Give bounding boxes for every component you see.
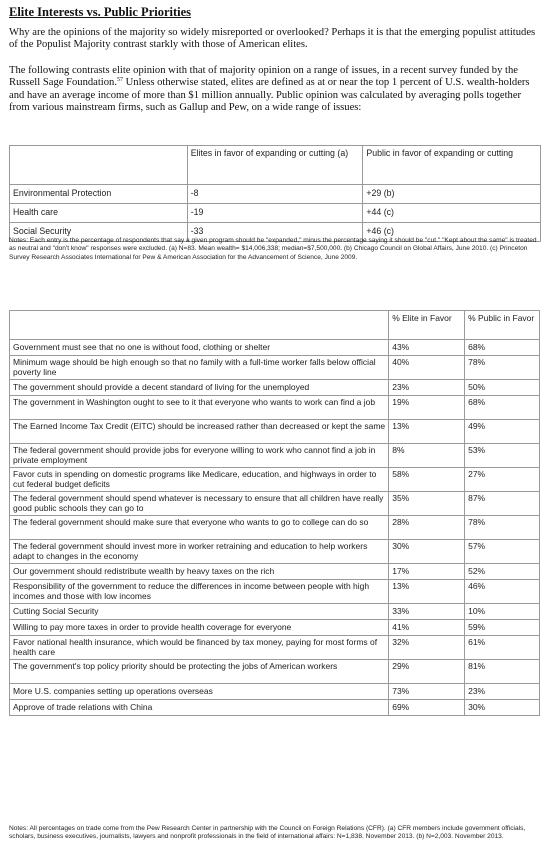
table-header-row — [10, 146, 541, 185]
statement-cell: The Earned Income Tax Credit (EITC) should be increased rather than decreased or kept the same — [10, 420, 389, 444]
issue-cell: Environmental Protection — [10, 185, 188, 204]
issue-cell: Social Security — [10, 223, 188, 242]
table-row — [10, 492, 540, 516]
public-percent-cell: 23% — [465, 684, 540, 700]
statement-cell: Favor cuts in spending on domestic programs like Medicare, education, and highways in order to cut federal budget deficits — [10, 468, 389, 492]
public-percent-cell: 78% — [465, 516, 540, 540]
elite-percent-cell: 69% — [389, 700, 465, 716]
elite-percent-cell: 30% — [389, 540, 465, 564]
statement-cell: Minimum wage should be high enough so that no family with a full-time worker falls below official poverty line — [10, 356, 389, 380]
elite-percent-cell: 28% — [389, 516, 465, 540]
statement-cell: The government's top policy priority should be protecting the jobs of American workers — [10, 660, 389, 684]
header-cell: % Elite in Favor — [389, 311, 465, 340]
table-row — [10, 540, 540, 564]
statement-cell: The government should provide a decent standard of living for the unemployed — [10, 380, 389, 396]
public-percent-cell: 27% — [465, 468, 540, 492]
public-percent-cell: 81% — [465, 660, 540, 684]
table-row — [10, 564, 540, 580]
opinion-table-body — [10, 311, 540, 716]
statement-cell: Government must see that no one is without food, clothing or shelter — [10, 340, 389, 356]
elite-percent-cell: 43% — [389, 340, 465, 356]
elite-value-cell: -8 — [187, 185, 363, 204]
elite-value-cell: -33 — [187, 223, 363, 242]
statement-cell: Favor national health insurance, which would be financed by tax money, paying for most forms of health care — [10, 636, 389, 660]
elite-percent-cell: 23% — [389, 380, 465, 396]
statement-cell: More U.S. companies setting up operations overseas — [10, 684, 389, 700]
header-cell: Elites in favor of expanding or cutting (a) — [187, 146, 363, 185]
public-percent-cell: 87% — [465, 492, 540, 516]
table-row — [10, 620, 540, 636]
public-percent-cell: 68% — [465, 340, 540, 356]
public-percent-cell: 59% — [465, 620, 540, 636]
table-row — [10, 340, 540, 356]
intro-paragraph: Why are the opinions of the majority so widely misreported or overlooked? Perhaps it is that the emerging populist attitudes of the Populist Majority contrast starkly with those of American elites. — [9, 27, 536, 51]
table-row — [10, 580, 540, 604]
table-row — [10, 420, 540, 444]
table-row — [10, 516, 540, 540]
table-row — [10, 604, 540, 620]
elite-percent-cell: 73% — [389, 684, 465, 700]
public-percent-cell: 78% — [465, 356, 540, 380]
elite-value-cell: -19 — [187, 204, 363, 223]
statement-cell: The federal government should spend whatever is necessary to ensure that all children have really good public schools they can go to — [10, 492, 389, 516]
table-row — [10, 185, 541, 204]
elite-percent-cell: 32% — [389, 636, 465, 660]
table-row — [10, 396, 540, 420]
statement-cell: Willing to pay more taxes in order to provide health coverage for everyone — [10, 620, 389, 636]
public-percent-cell: 52% — [465, 564, 540, 580]
elite-percent-cell: 41% — [389, 620, 465, 636]
statement-cell: The federal government should make sure that everyone who wants to go to college can do so — [10, 516, 389, 540]
table-row — [10, 468, 540, 492]
elite-percent-cell: 35% — [389, 492, 465, 516]
table-header-row — [10, 311, 540, 340]
table-row — [10, 204, 541, 223]
header-cell — [10, 146, 188, 185]
elite-percent-cell: 19% — [389, 396, 465, 420]
elite-percent-cell: 40% — [389, 356, 465, 380]
header-cell — [10, 311, 389, 340]
contrast-paragraph — [9, 65, 541, 115]
public-value-cell: +44 (c) — [363, 204, 541, 223]
statement-cell: The government in Washington ought to see to it that everyone who wants to work can find a job — [10, 396, 389, 420]
public-percent-cell: 30% — [465, 700, 540, 716]
elite-percent-cell: 8% — [389, 444, 465, 468]
public-percent-cell: 50% — [465, 380, 540, 396]
table-row — [10, 636, 540, 660]
elite-percent-cell: 33% — [389, 604, 465, 620]
page-title: Elite Interests vs. Public Priorities — [9, 5, 192, 19]
elite-vs-public-opinion-table — [9, 310, 540, 716]
public-percent-cell: 10% — [465, 604, 540, 620]
header-cell: % Public in Favor — [465, 311, 540, 340]
public-percent-cell: 57% — [465, 540, 540, 564]
contrast-paragraph-pre: The following contrasts elite opinion with that of majority opinion on a range of issues, in a recent survey funded by the Russell Sage Foundation. — [9, 65, 518, 89]
statement-cell: Responsibility of the government to reduce the differences in income between people with high incomes and those with low incomes — [10, 580, 389, 604]
footnote-reference: 57 — [117, 77, 123, 84]
public-percent-cell: 53% — [465, 444, 540, 468]
public-value-cell: +29 (b) — [363, 185, 541, 204]
statement-cell: The federal government should provide jobs for everyone willing to work who cannot find a job in private employment — [10, 444, 389, 468]
statement-cell: Our government should redistribute wealth by heavy taxes on the rich — [10, 564, 389, 580]
table-row — [10, 700, 540, 716]
table-notes: Notes: Each entry is the percentage of respondents that say a given program should be "expanded," minus the percentage saying it should be "cut." "Kept about the same" is treated as neutral and "don't know" responses were excluded. (a) N=83. Mean wealth= $14,006,338; median=$7,500,000. (b) Chicago Council on Global Affairs, June 2010. (c) Princeton Survey Research Associates International for Pew & American Association for the Advancement of Science, June 2009. — [9, 237, 537, 261]
table-row — [10, 444, 540, 468]
elite-vs-public-spending-table — [9, 145, 541, 242]
public-value-cell: +46 (c) — [363, 223, 541, 242]
public-percent-cell: 46% — [465, 580, 540, 604]
contrast-paragraph-post: Unless otherwise stated, elites are defined as at or near the top 1 percent of U.S. wealth-holders and have an average income of more than $1 million annually. Public opinion was calculated by averaging polls together from various mainstream firms, such as Gallup and Pew, on a wide range of issues: — [9, 77, 530, 114]
trade-notes: Notes: All percentages on trade come from the Pew Research Center in partnership with the Council on Foreign Relations (CFR). (a) CFR members include government officials, scholars, business executives, journalists, lawyers and nonprofit professionals in the field of international affairs: N=1,838. November 2013. (b) N=2,003. November 2013. — [9, 825, 526, 841]
table-row — [10, 684, 540, 700]
table-row — [10, 380, 540, 396]
table-row — [10, 660, 540, 684]
elite-percent-cell: 13% — [389, 580, 465, 604]
elite-percent-cell: 17% — [389, 564, 465, 580]
elite-percent-cell: 58% — [389, 468, 465, 492]
public-percent-cell: 68% — [465, 396, 540, 420]
statement-cell: The federal government should invest more in worker retraining and education to help workers adapt to changes in the economy — [10, 540, 389, 564]
public-percent-cell: 61% — [465, 636, 540, 660]
table-row — [10, 356, 540, 380]
elite-percent-cell: 13% — [389, 420, 465, 444]
header-cell: Public in favor of expanding or cutting — [363, 146, 541, 185]
public-percent-cell: 49% — [465, 420, 540, 444]
issue-cell: Health care — [10, 204, 188, 223]
elite-percent-cell: 29% — [389, 660, 465, 684]
statement-cell: Approve of trade relations with China — [10, 700, 389, 716]
statement-cell: Cutting Social Security — [10, 604, 389, 620]
